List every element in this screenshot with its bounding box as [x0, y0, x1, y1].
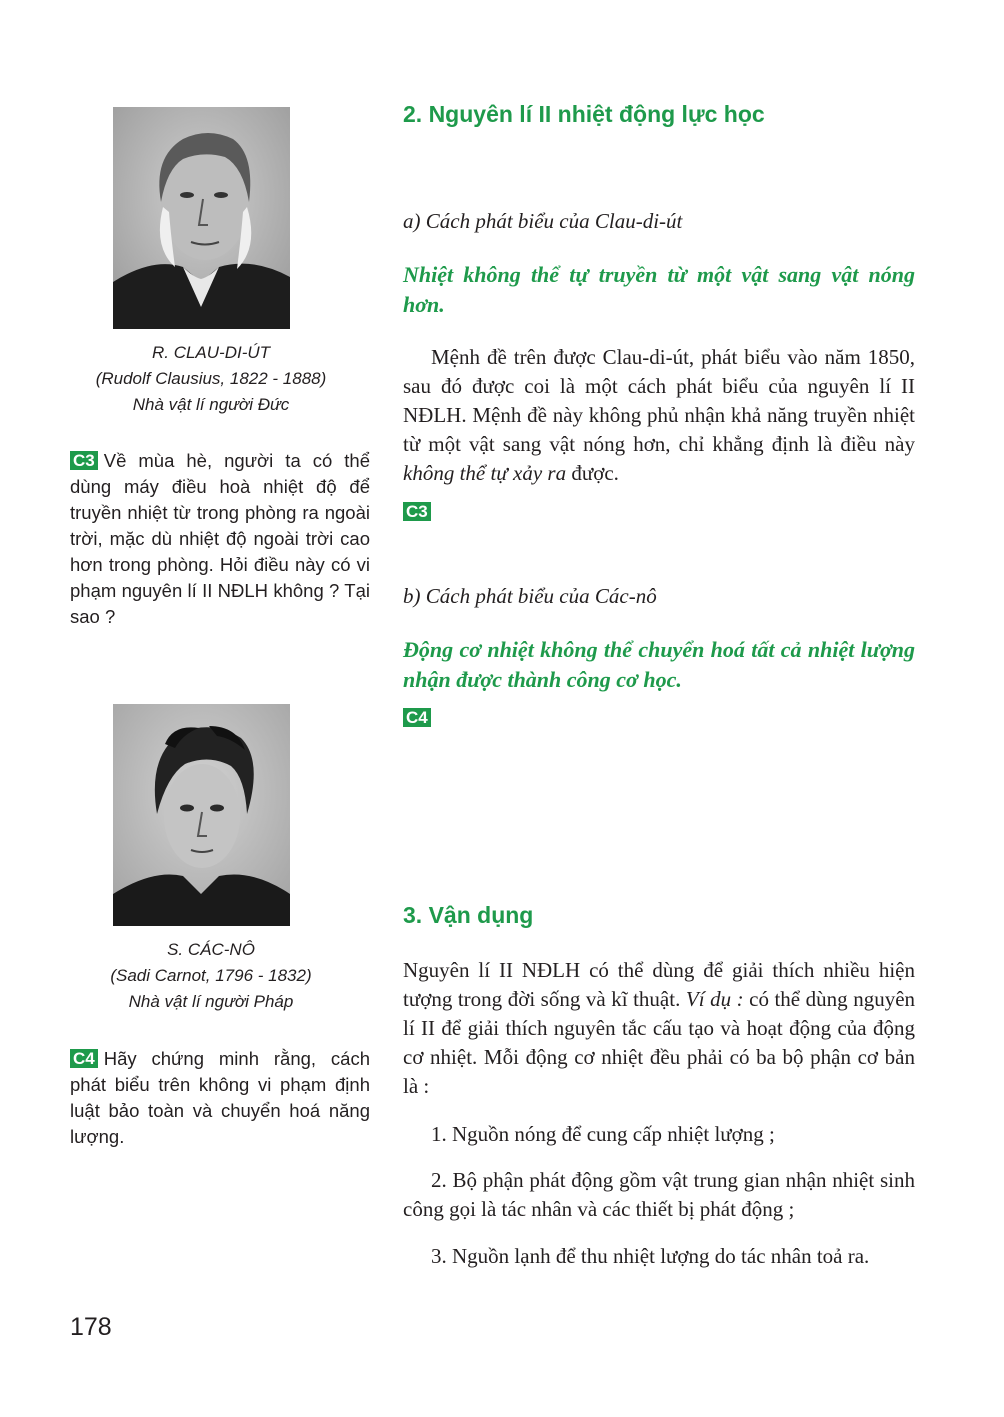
c3-marker-badge: C3 [403, 502, 431, 521]
clausius-caption [70, 340, 352, 418]
c3-question-text: Về mùa hè, người ta có thể dùng máy điều hoà nhiệt độ để truyền nhiệt từ trong phòng ra ngoài trời, mặc dù nhiệt độ ngoài trời cao hơn trong phòng. Hỏi điều này có vi phạm nguyên lí II NĐLH không ? Tại sao ? [70, 450, 370, 627]
c3-marker [403, 502, 437, 523]
c4-badge: C4 [70, 1049, 98, 1068]
section2-heading: 2. Nguyên lí II nhiệt động lực học [403, 101, 765, 127]
part-a-title: a) Cách phát biểu của Clau-di-út [403, 209, 683, 233]
c3-question-box [70, 448, 370, 630]
c4-question-text: Hãy chứng minh rằng, cách phát biểu trên không vi phạm định luật bảo toàn và chuyển hoá năng lượng. [70, 1048, 370, 1147]
clausius-name: R. CLAU-DI-ÚT [151, 343, 271, 362]
section3-paragraph-text: Nguyên lí II NĐLH có thể dùng để giải thích nhiều hiện tượng trong đời sống và kĩ thuật. [403, 958, 915, 1011]
section3-paragraph-italic: Ví dụ : [685, 987, 744, 1011]
list-item: 1. Nguồn nóng để cung cấp nhiệt lượng ; [431, 1122, 775, 1146]
c4-marker-badge: C4 [403, 708, 431, 727]
c4-question-box [70, 1046, 370, 1150]
carnot-role: Nhà vật lí người Pháp [128, 992, 294, 1011]
portrait-carnot [113, 704, 290, 926]
section3-paragraph-end: có thể dùng nguyên lí II để giải thích nguyên tắc cấu tạo và hoạt động của động cơ nhiệt. Mỗi động cơ nhiệt đều phải có ba bộ phận cơ bản là : [403, 987, 916, 1098]
section3-paragraph [403, 956, 915, 1101]
clausius-fullname: (Rudolf Clausius, 1822 - 1888) [95, 369, 327, 388]
list-item: 2. Bộ phận phát động gồm vật trung gian nhận nhiệt sinh công gọi là tác nhân và các thiết bị phát động ; [403, 1168, 915, 1221]
carnot-statement: Động cơ nhiệt không thể chuyển hoá tất cả nhiệt lượng nhận được thành công cơ học. [403, 637, 915, 692]
carnot-portrait-image [113, 704, 290, 926]
c4-marker [403, 708, 437, 729]
clausius-portrait-image [113, 107, 290, 329]
list-item: 3. Nguồn lạnh để thu nhiệt lượng do tác nhân toả ra. [431, 1244, 870, 1268]
clausius-paragraph [403, 343, 915, 488]
carnot-fullname: (Sadi Carnot, 1796 - 1832) [110, 966, 312, 985]
page-number: 178 [70, 1313, 112, 1341]
c3-badge: C3 [70, 451, 98, 470]
clausius-paragraph-italic: không thể tự xảy ra [403, 461, 567, 485]
carnot-name: S. CÁC-NÔ [167, 940, 255, 959]
section3-heading: 3. Vận dụng [403, 902, 534, 928]
carnot-caption [70, 937, 352, 1015]
clausius-paragraph-end: được. [566, 461, 619, 485]
portrait-clausius [113, 107, 290, 329]
clausius-role: Nhà vật lí người Đức [132, 395, 290, 414]
part-b-title: b) Cách phát biểu của Các-nô [403, 584, 657, 608]
clausius-statement: Nhiệt không thể tự truyền từ một vật sang vật nóng hơn. [403, 262, 915, 317]
clausius-paragraph-text: Mệnh đề trên được Clau-di-út, phát biểu vào năm 1850, sau đó được coi là một cách phát biểu của nguyên lí II NĐLH. Mệnh đề này không phủ nhận khả năng truyền nhiệt từ một vật sang vật nóng hơn, chỉ khẳng định là điều này [403, 345, 915, 456]
